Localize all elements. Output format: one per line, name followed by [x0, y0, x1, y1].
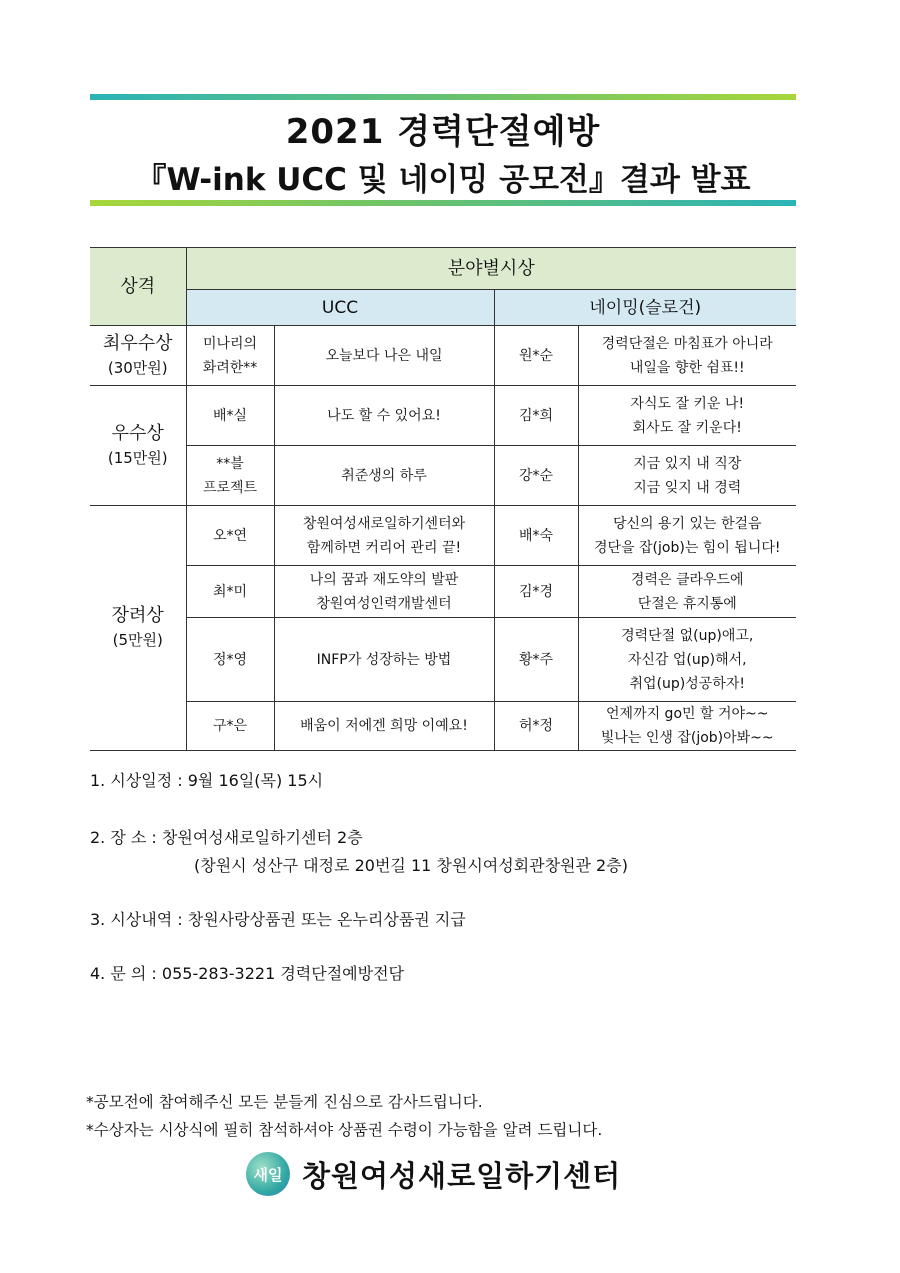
ucc-winner-line: 화려한**: [202, 359, 258, 376]
naming-title-line: 회사도 잘 키운다!: [632, 419, 742, 436]
grade-cell: [90, 506, 186, 751]
ucc-title-line: 창원여성새로일하기센터와: [302, 515, 466, 532]
naming-title-line: 자신감 업(up)해서,: [627, 651, 747, 668]
naming-title-line: 지금 있지 내 직장: [633, 455, 742, 472]
title-top-bar: [90, 94, 796, 100]
grade-prize: (5만원): [112, 631, 163, 649]
naming-title-line: 지금 잊지 내 경력: [633, 479, 742, 496]
grade-prize: (15만원): [107, 448, 168, 467]
naming-title-line: 경력단절 없(up)애고,: [621, 627, 754, 644]
ucc-title: [274, 446, 494, 506]
award-row: [90, 566, 796, 618]
naming-title: [578, 386, 796, 446]
award-row: [90, 446, 796, 506]
ucc-title-line: 함께하면 커리어 관리 끝!: [306, 539, 462, 556]
center-logo-icon: 새일: [246, 1152, 290, 1196]
ucc-winner-line: 배*실: [212, 407, 248, 424]
naming-title: [578, 566, 796, 618]
grade-prize: (30만원): [107, 358, 168, 377]
org-name: 창원여성새로일하기센터: [302, 1158, 622, 1193]
note-attendance: *수상자는 시상식에 필히 참석하셔야 상품권 수령이 가능함을 알려 드립니다.: [86, 1121, 603, 1139]
award-row: [90, 702, 796, 751]
ucc-winner-line: **블: [216, 455, 244, 472]
ucc-winner-line: 구*은: [212, 718, 248, 734]
naming-winner: 배*숙: [494, 506, 578, 566]
naming-title-line: 취업(up)성공하자!: [629, 675, 745, 692]
info-location-address: (창원시 성산구 대정로 20번길 11 창원시여성회관창원관 2층): [194, 856, 628, 875]
ucc-title-line: 창원여성인력개발센터: [316, 595, 452, 612]
naming-winner: 허*정: [494, 702, 578, 751]
grade-cell: [90, 326, 186, 386]
ucc-winner-line: 미나리의: [202, 335, 258, 352]
info-prize-details: 3. 시상내역 : 창원사랑상품권 또는 온누리상품권 지급: [90, 910, 466, 929]
page-title: 2021 경력단절예방: [285, 112, 601, 152]
award-row: [90, 326, 796, 386]
naming-title-line: 경력은 클라우드에: [630, 571, 744, 588]
naming-winner: 김*희: [494, 386, 578, 446]
naming-title-line: 경단을 잡(job)는 힘이 됩니다!: [594, 539, 781, 556]
info-contact: 4. 문 의 : 055-283-3221 경력단절예방전담: [90, 964, 404, 983]
ucc-title-line: INFP가 성장하는 방법: [316, 651, 452, 668]
naming-title-line: 자식도 잘 키운 나!: [630, 395, 745, 412]
grade-name: 장려상: [111, 605, 164, 626]
footer-brand: [246, 1150, 621, 1198]
ucc-title: [274, 386, 494, 446]
ucc-title-line: 나의 꿈과 재도약의 발판: [309, 571, 459, 588]
ucc-winner-line: 최*미: [212, 583, 248, 600]
ucc-winner: [186, 566, 274, 618]
award-row: [90, 618, 796, 702]
naming-title: [578, 326, 796, 386]
header-grade: 상격: [90, 248, 186, 326]
naming-title: [578, 506, 796, 566]
naming-title-line: 단절은 휴지통에: [637, 595, 737, 612]
ucc-title-line: 오늘보다 나은 내일: [325, 347, 443, 364]
ucc-title: [274, 618, 494, 702]
page-subtitle: 『W-ink UCC 및 네이밍 공모전』결과 발표: [135, 162, 751, 198]
awards-body: [90, 326, 796, 751]
ucc-winner: [186, 506, 274, 566]
header-naming: 네이밍(슬로건): [494, 290, 796, 326]
award-row: [90, 386, 796, 446]
naming-title-line: 내일을 향한 쉼표!!: [629, 359, 745, 376]
ucc-title-line: 나도 할 수 있어요!: [327, 407, 441, 424]
ucc-winner: [186, 386, 274, 446]
note-thanks: *공모전에 참여해주신 모든 분들게 진심으로 감사드립니다.: [86, 1093, 483, 1111]
naming-title-line: 당신의 용기 있는 한걸음: [612, 515, 762, 532]
title-bottom-bar: [90, 200, 796, 206]
naming-title: [578, 618, 796, 702]
grade-name: 최우수상: [102, 332, 173, 354]
naming-title: [578, 702, 796, 751]
header-ucc: UCC: [186, 290, 494, 326]
ucc-winner: [186, 618, 274, 702]
naming-winner: 강*순: [494, 446, 578, 506]
ucc-title: [274, 326, 494, 386]
ucc-title: [274, 702, 494, 751]
awards-table: [90, 247, 796, 751]
ucc-title: [274, 566, 494, 618]
naming-title-line: 언제까지 go민 할 거야~~: [606, 706, 769, 722]
ucc-winner-line: 프로젝트: [202, 479, 258, 496]
grade-name: 우수상: [111, 422, 164, 444]
ucc-title-line: 취준생의 하루: [341, 467, 427, 484]
naming-winner: 원*순: [494, 326, 578, 386]
naming-title-line: 빛나는 인생 잡(job)아봐~~: [600, 730, 774, 746]
ucc-title: [274, 506, 494, 566]
award-row: [90, 506, 796, 566]
naming-title-line: 경력단절은 마침표가 아니라: [601, 335, 773, 352]
ucc-winner: [186, 326, 274, 386]
ucc-winner-line: 정*영: [212, 651, 248, 668]
naming-winner: 김*경: [494, 566, 578, 618]
info-schedule: 1. 시상일정 : 9월 16일(목) 15시: [90, 771, 324, 790]
header-category: 분야별시상: [186, 248, 796, 290]
naming-title: [578, 446, 796, 506]
grade-cell: [90, 386, 186, 506]
ucc-title-line: 배움이 저에겐 희망 이예요!: [300, 718, 468, 734]
ucc-winner: [186, 446, 274, 506]
ucc-winner-line: 오*연: [212, 527, 248, 544]
info-location: 2. 장 소 : 창원여성새로일하기센터 2층: [90, 828, 363, 847]
ucc-winner: [186, 702, 274, 751]
naming-winner: 황*주: [494, 618, 578, 702]
